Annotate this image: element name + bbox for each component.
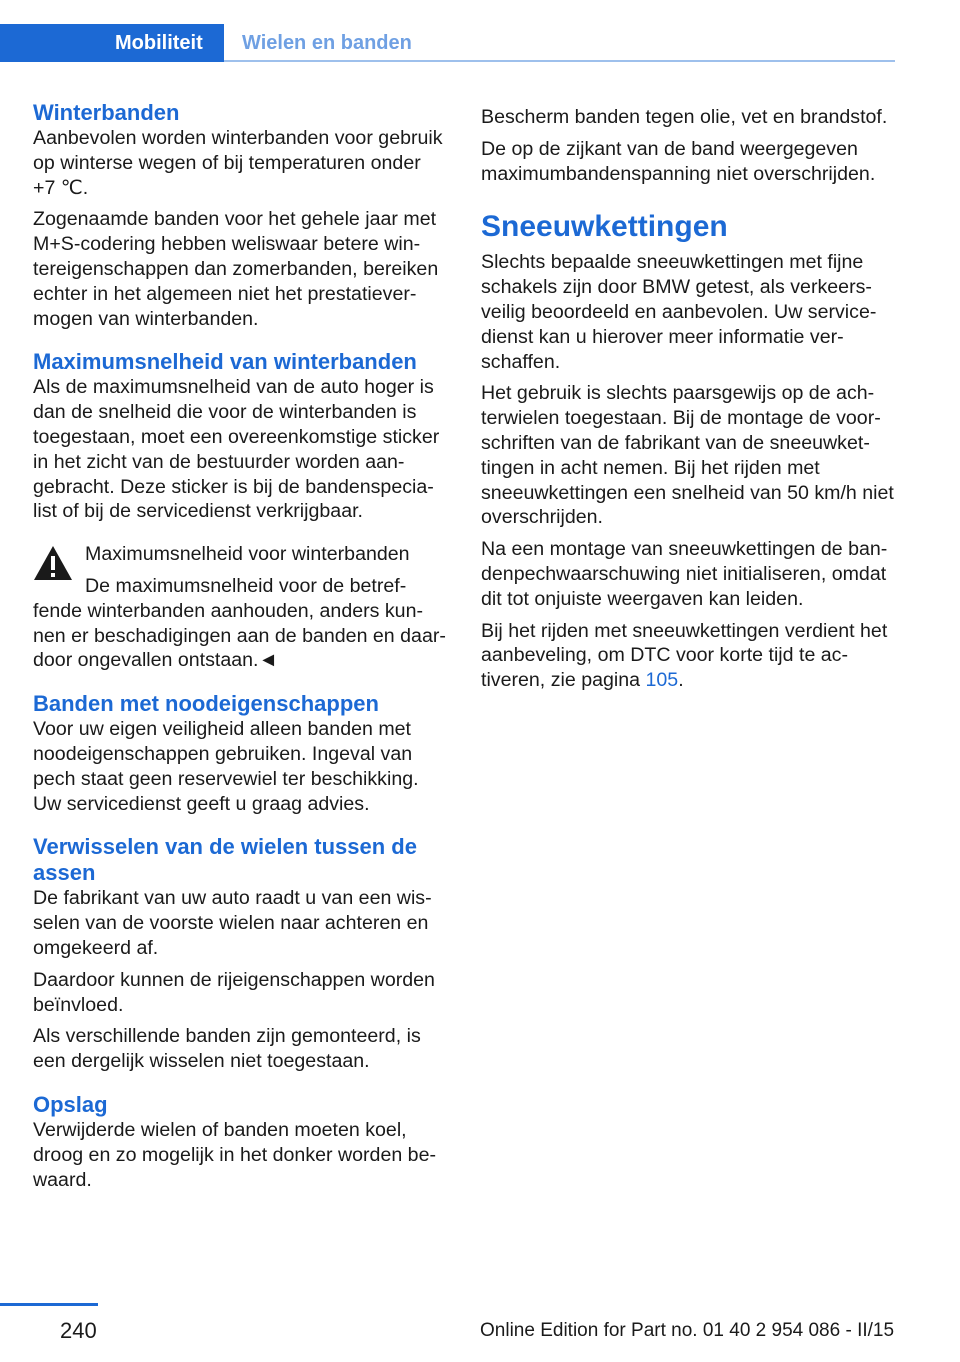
max-speed-paragraph: Als de maximumsnelheid van de auto hoger is dan de snelheid die voor de winterbanden is toegestaan, moet een overeenkomstige sticker in het zicht van de bestuurder worden aangebracht. Deze sticker is bij de bandenspecialist of bij de servicedienst verkrijgbaar. (33, 376, 440, 523)
edition-info: Online Edition for Part no. 01 40 2 954 086 - II/15 (480, 1320, 895, 1341)
warning-triangle-icon (33, 545, 73, 581)
run-flat-paragraph: Voor uw eigen veiligheid alleen banden met noodeigenschappen gebruiken. Ingeval van pech staat geen reservewiel ter beschikking. Uw servicedienst geeft u graag advies. (33, 718, 419, 815)
warning-title: Maximumsnelheid voor winterbanden (85, 543, 410, 566)
storage-paragraph-3: De op de zijkant van de band weergegeven maximumbandenspanning niet overschrijden. (481, 137, 876, 185)
wheel-swap-paragraph-2: Daardoor kunnen de rijeigenschappen worden beïnvloed. (33, 968, 435, 1016)
winter-tyres-heading: Winterbanden (33, 100, 180, 125)
snow-chains-paragraph-4-text: Bij het rijden met sneeuwkettingen verdient het aanbeveling, om DTC voor korte tijd te activeren, zie pagina (481, 619, 888, 692)
wheel-swap-paragraph-1: De fabrikant van uw auto raadt u van een wisselen van de voorste wielen naar achteren en omgekeerd af. (33, 887, 432, 959)
snow-chains-paragraph-2: Het gebruik is slechts paarsgewijs op de achterwielen toegestaan. Bij de montage de voorschriften van de fabrikant van de sneeuwkettingen in acht nemen. Bij het rijden met sneeuwkettingen een snelheid van 50 km/h niet overschrijden. (481, 382, 894, 529)
max-speed-heading: Maximumsnelheid van winterbanden (33, 349, 417, 375)
snow-chains-paragraph-4-end: . (678, 669, 684, 692)
snow-chains-heading: Sneeuwkettingen (481, 210, 728, 244)
left-column (33, 100, 448, 1192)
warning-text: De maximumsnelheid voor de betreffende winterbanden aanhouden, anders kunnen er beschadigingen aan de banden en daardoor ongevallen ontstaan.◄ (33, 574, 446, 672)
header-divider (224, 60, 895, 62)
storage-paragraph-1: Verwijderde wielen of banden moeten koel, droog en zo mogelijk in het donker worden bewaard. (33, 1118, 437, 1191)
right-column (481, 100, 901, 693)
wheel-swap-paragraph-3: Als verschillende banden zijn gemonteerd, is een dergelijk wisselen niet toegestaan. (33, 1025, 421, 1073)
storage-paragraph-2: Bescherm banden tegen olie, vet en brandstof. (481, 106, 888, 128)
snow-chains-paragraph-1: Slechts bepaalde sneeuwkettingen met fijne schakels zijn door BMW getest, als verkeersveilig beoordeeld en aanbevolen. Uw servicedienst kan u hierover meer informatie verschaffen. (481, 251, 877, 373)
wheel-swap-heading: Verwisselen van de wielen tussen de assen (33, 834, 417, 886)
winter-tyres-paragraph-1: Aanbevolen worden winterbanden voor gebruik op winterse wegen of bij temperaturen onder +7 ℃. (33, 127, 443, 199)
winter-tyres-paragraph-2: Zogenaamde banden voor het gehele jaar met M+S-codering hebben weliswaar betere wintereigenschappen dan zomerbanden, bereiken echter in het algemeen niet het prestatievermogen van winterbanden. (33, 208, 439, 330)
snow-chains-paragraph-3: Na een montage van sneeuwkettingen de bandenpechwaarschuwing niet initialiseren, omdat dit tot onjuiste weergaven kan leiden. (481, 538, 888, 610)
page-header (0, 0, 895, 62)
chapter-tab: Wielen en banden (242, 32, 412, 54)
page-reference-link[interactable]: 105 (645, 669, 679, 692)
page-number: 240 (60, 1318, 97, 1343)
warning-note (33, 542, 448, 673)
storage-heading: Opslag (33, 1091, 108, 1117)
footer-divider (0, 1303, 98, 1306)
run-flat-heading: Banden met noodeigenschappen (33, 691, 379, 717)
section-tab: Mobiliteit (0, 24, 224, 62)
snow-chains-paragraph-4 (481, 619, 901, 693)
